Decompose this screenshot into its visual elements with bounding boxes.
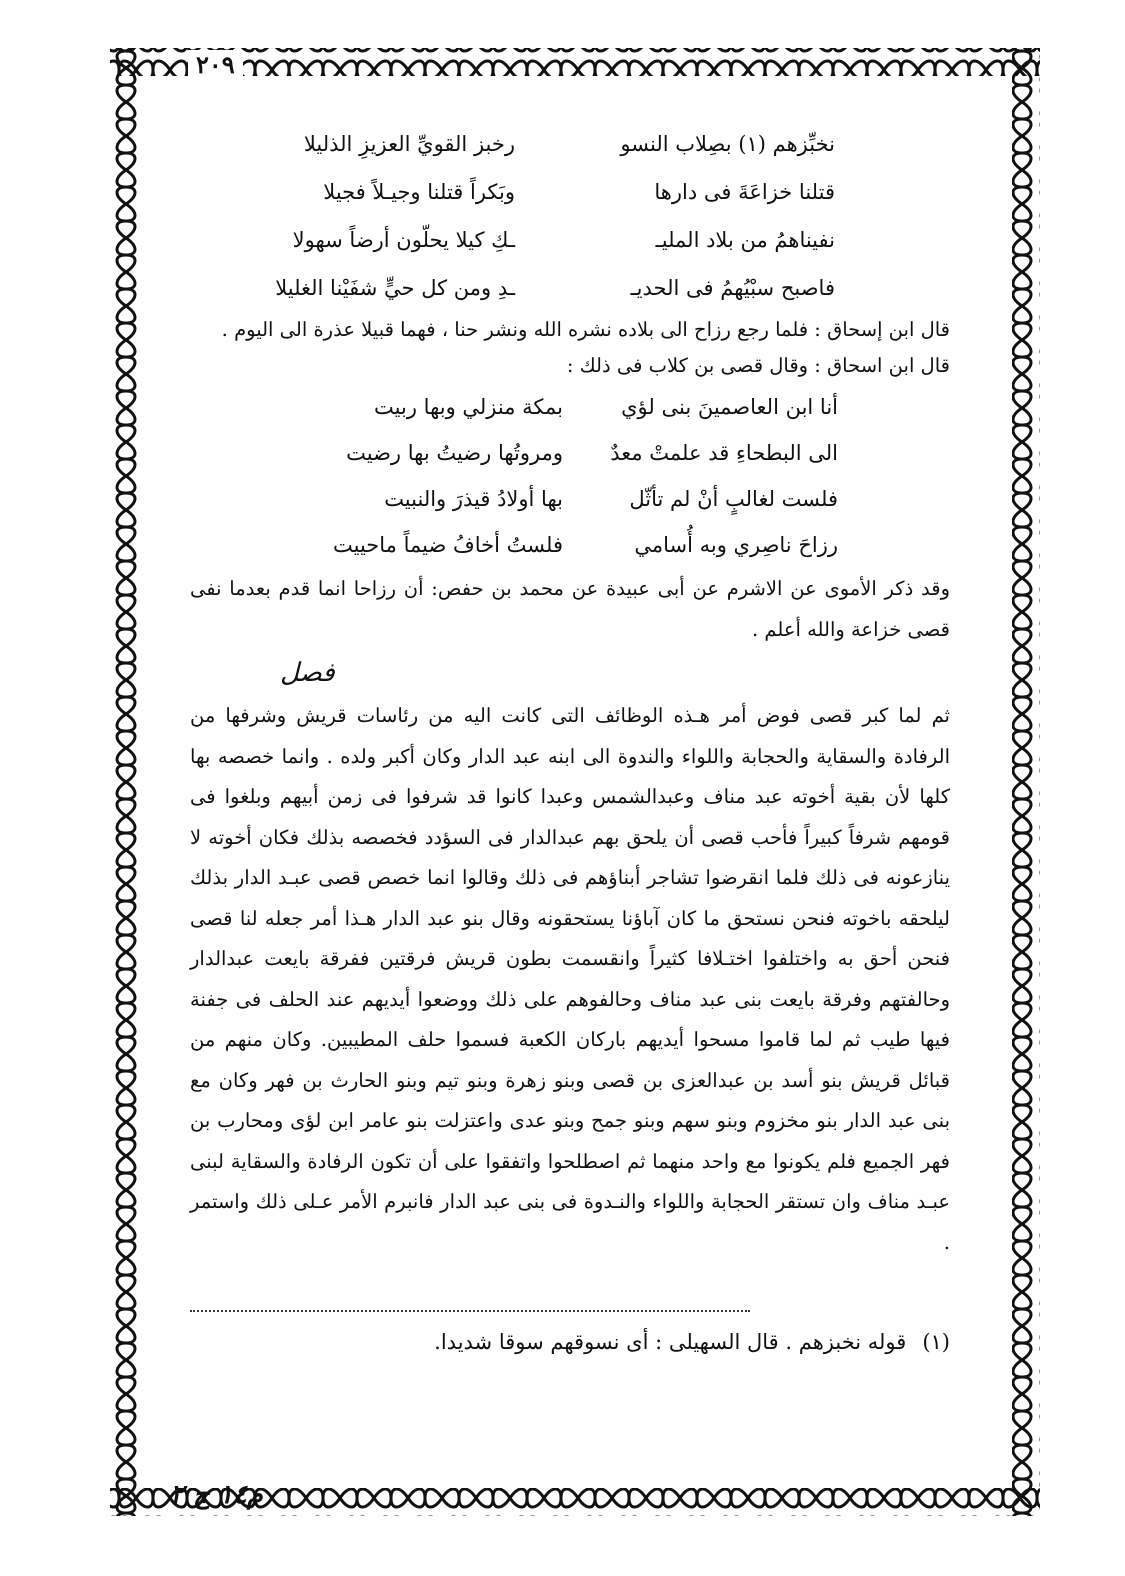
verse-hemistich-2: ـدِ ومن كل حيٍّ شفَيْنا الغليلا bbox=[275, 276, 515, 300]
verse-hemistich-1: قتلنا خزاعَةَ فى دارها bbox=[654, 180, 835, 204]
footnote-text: قوله نخبزهم . قال السهيلى : أى نسوقهم سوقا شديدا. bbox=[434, 1330, 907, 1354]
poem-2 bbox=[190, 384, 950, 568]
verse-hemistich-2: بمكة منزلي وبها ربيت bbox=[374, 395, 563, 419]
verse-hemistich-2: رخبز القويِّ العزيزِ الذليلا bbox=[303, 132, 515, 156]
main-content bbox=[190, 120, 950, 1410]
verse-hemistich-1: رزاحَ ناصِري وبه أُسامي bbox=[634, 533, 838, 557]
verse-hemistich-2: ـكِ كيلا يحلّون أرضاً سهولا bbox=[292, 228, 515, 252]
verse-hemistich-2: بها أولادُ قيذرَ والنبيت bbox=[384, 487, 563, 511]
verse-hemistich-2: وبَكراً قتلنا وجيـلاً فجيلا bbox=[323, 180, 515, 204]
footnote-separator bbox=[190, 1310, 750, 1312]
paragraph: وقد ذكر الأموى عن الاشرم عن أبى عبيدة عن محمد بن حفص: أن رزاحا انما قدم بعدما نفى قصى خزاعة والله أعلم . bbox=[190, 577, 950, 641]
verse-hemistich-1: نخبِّزهم (١) بصِلاب النسو bbox=[620, 132, 835, 156]
verse-hemistich-1: فلست لغالبٍ أنْ لم تأثّل bbox=[629, 487, 838, 511]
paragraph: قال ابن اسحاق : وقال قصى بن كلاب فى ذلك : bbox=[566, 354, 950, 377]
verse-line bbox=[190, 120, 950, 168]
footnote-number: (١) bbox=[922, 1330, 950, 1354]
main-paragraph: ثم لما كبر قصى فوض أمر هـذه الوظائف التى كانت اليه من رئاسات قريش وشرفها من الرفادة والسقاية والحجابة واللواء والندوة الى ابنه عبد الدار وكان أكبر ولده . وانما خصصه بها كلها لأن بقية أخوته عبد مناف وعبدالشمس وعبدا كانوا قد شرفوا فى زمن أبيهم وبلغوا فى قومهم شرفاً كبيراً فأحب قصى أن يلحق بهم عبدالدار فى السؤدد فخصصه بذلك فكان أخوته لا ينازعونه فى ذلك فلما انقرضوا تشاجر أبناؤهم فى ذلك وقالوا انما خصص قصى عبـد الدار بذلك ليلحقه باخوته فنحن نستحق ما كان آباؤنا يستحقونه وقال بنو عبد الدار هـذا أمر جعله لنا قصى فنحن أحق به واختلفوا اختـلافا كثيراً وانقسمت بطون قريش فرقتين ففرقة بايعت عبدالدار وحالفتهم وفرقة بايعت بنى عبد مناف وحالفوهم على ذلك ووضعوا أيديهم عند الحلف فى جفنة فيها طيب ثم لما قاموا مسحوا أيديهم باركان الكعبة فسموا حلف المطيبين. وكان منهم من قبائل قريش بنو أسد بن عبدالعزى بن قصى وبنو زهرة وبنو تيم وبنو الحارث بن فهر وكان مع بنى عبد الدار بنو مخزوم وبنو سهم وبنو جمح وبنو عدى واعتزلت بنو عامر ابن لؤى ومحارب بن فهر الجميع فلم يكونوا مع واحد منهما ثم اصطلحوا واتفقوا على أن تكون الرفادة والسقاية لبنى عبـد مناف وان تستقر الحجابة واللواء والنـدوة فى بنى عبد الدار فانبرم الأمر عـلى ذلك واستمر . bbox=[190, 704, 950, 1254]
verse-line bbox=[190, 168, 950, 216]
verse-line bbox=[190, 384, 850, 430]
verse-hemistich-1: نفيناهمُ من بلاد المليـ bbox=[655, 228, 835, 252]
page-number: ٢٠٩ bbox=[188, 50, 243, 79]
verse-hemistich-2: فلستُ أخافُ ضيماً ماحييت bbox=[333, 533, 563, 557]
paragraph: قال ابن إسحاق : فلما رجع رزاح الى بلاده نشره الله ونشر حنا ، فهما قبيلا عذرة الى اليوم . bbox=[221, 318, 950, 341]
verse-line bbox=[190, 522, 850, 568]
poem-1 bbox=[190, 120, 950, 312]
verse-line bbox=[190, 430, 850, 476]
verse-hemistich-2: ومروتُها رضيتُ بها رضيت bbox=[346, 441, 563, 465]
section-title: فصل bbox=[280, 658, 335, 688]
verse-line bbox=[190, 476, 850, 522]
verse-hemistich-1: الى البطحاءِ قد علمتْ معدٌ bbox=[610, 441, 838, 465]
verse-hemistich-1: أنا ابن العاصمينَ بنى لؤي bbox=[621, 395, 838, 419]
footnote bbox=[190, 1330, 950, 1354]
verse-line bbox=[190, 264, 950, 312]
signature-mark: م١٤ ج ٢ bbox=[170, 1480, 263, 1510]
verse-line bbox=[190, 216, 950, 264]
verse-hemistich-1: فاصبح سبْيُهمُ فى الحديـ bbox=[630, 276, 835, 300]
